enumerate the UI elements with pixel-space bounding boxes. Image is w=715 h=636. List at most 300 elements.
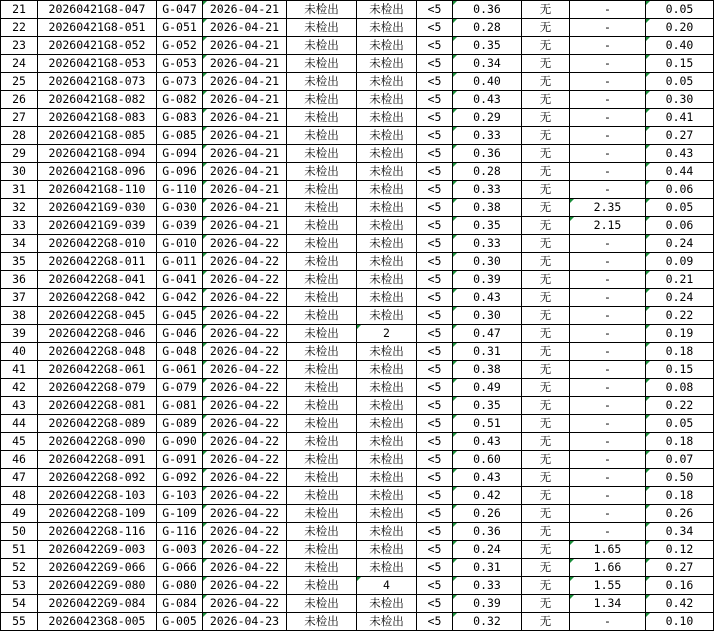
- sample-code-cell[interactable]: 20260422G8-041: [38, 271, 157, 289]
- date-cell[interactable]: 2026-04-22: [203, 433, 287, 451]
- row-number-cell[interactable]: 49: [1, 505, 38, 523]
- result-7-cell[interactable]: 0.21: [646, 271, 714, 289]
- sample-id-cell[interactable]: G-051: [157, 19, 203, 37]
- result-5-cell[interactable]: 无: [522, 595, 570, 613]
- result-5-cell[interactable]: 无: [522, 109, 570, 127]
- result-1-cell[interactable]: 未检出: [287, 145, 357, 163]
- result-2-cell[interactable]: 未检出: [357, 541, 417, 559]
- result-7-cell[interactable]: 0.09: [646, 253, 714, 271]
- result-6-cell[interactable]: -: [570, 37, 646, 55]
- result-4-cell[interactable]: 0.38: [453, 361, 522, 379]
- result-6-cell[interactable]: -: [570, 469, 646, 487]
- sample-id-cell[interactable]: G-083: [157, 109, 203, 127]
- result-6-cell[interactable]: -: [570, 451, 646, 469]
- sample-id-cell[interactable]: G-089: [157, 415, 203, 433]
- result-3-cell[interactable]: <5: [417, 415, 453, 433]
- result-1-cell[interactable]: 未检出: [287, 325, 357, 343]
- result-7-cell[interactable]: 0.41: [646, 109, 714, 127]
- date-cell[interactable]: 2026-04-21: [203, 19, 287, 37]
- row-number-cell[interactable]: 52: [1, 559, 38, 577]
- date-cell[interactable]: 2026-04-21: [203, 109, 287, 127]
- row-number-cell[interactable]: 35: [1, 253, 38, 271]
- result-3-cell[interactable]: <5: [417, 487, 453, 505]
- result-5-cell[interactable]: 无: [522, 577, 570, 595]
- result-5-cell[interactable]: 无: [522, 73, 570, 91]
- result-5-cell[interactable]: 无: [522, 127, 570, 145]
- result-6-cell[interactable]: -: [570, 253, 646, 271]
- result-5-cell[interactable]: 无: [522, 451, 570, 469]
- result-1-cell[interactable]: 未检出: [287, 1, 357, 19]
- result-2-cell[interactable]: 未检出: [357, 343, 417, 361]
- result-3-cell[interactable]: <5: [417, 325, 453, 343]
- result-2-cell[interactable]: 未检出: [357, 37, 417, 55]
- result-7-cell[interactable]: 0.26: [646, 505, 714, 523]
- result-5-cell[interactable]: 无: [522, 145, 570, 163]
- result-5-cell[interactable]: 无: [522, 613, 570, 631]
- sample-id-cell[interactable]: G-039: [157, 217, 203, 235]
- result-4-cell[interactable]: 0.30: [453, 307, 522, 325]
- sample-id-cell[interactable]: G-010: [157, 235, 203, 253]
- result-2-cell[interactable]: 未检出: [357, 361, 417, 379]
- row-number-cell[interactable]: 21: [1, 1, 38, 19]
- date-cell[interactable]: 2026-04-22: [203, 541, 287, 559]
- result-1-cell[interactable]: 未检出: [287, 181, 357, 199]
- result-6-cell[interactable]: -: [570, 181, 646, 199]
- date-cell[interactable]: 2026-04-23: [203, 613, 287, 631]
- result-2-cell[interactable]: 未检出: [357, 613, 417, 631]
- result-5-cell[interactable]: 无: [522, 487, 570, 505]
- result-1-cell[interactable]: 未检出: [287, 37, 357, 55]
- result-1-cell[interactable]: 未检出: [287, 433, 357, 451]
- result-6-cell[interactable]: -: [570, 109, 646, 127]
- result-7-cell[interactable]: 0.12: [646, 541, 714, 559]
- result-7-cell[interactable]: 0.42: [646, 595, 714, 613]
- sample-id-cell[interactable]: G-079: [157, 379, 203, 397]
- result-1-cell[interactable]: 未检出: [287, 343, 357, 361]
- result-5-cell[interactable]: 无: [522, 379, 570, 397]
- result-1-cell[interactable]: 未检出: [287, 487, 357, 505]
- result-3-cell[interactable]: <5: [417, 109, 453, 127]
- result-6-cell[interactable]: -: [570, 271, 646, 289]
- result-5-cell[interactable]: 无: [522, 55, 570, 73]
- date-cell[interactable]: 2026-04-22: [203, 577, 287, 595]
- result-4-cell[interactable]: 0.30: [453, 253, 522, 271]
- result-5-cell[interactable]: 无: [522, 253, 570, 271]
- result-3-cell[interactable]: <5: [417, 397, 453, 415]
- result-1-cell[interactable]: 未检出: [287, 253, 357, 271]
- result-3-cell[interactable]: <5: [417, 73, 453, 91]
- result-1-cell[interactable]: 未检出: [287, 55, 357, 73]
- result-1-cell[interactable]: 未检出: [287, 109, 357, 127]
- row-number-cell[interactable]: 22: [1, 19, 38, 37]
- result-7-cell[interactable]: 0.18: [646, 343, 714, 361]
- result-5-cell[interactable]: 无: [522, 523, 570, 541]
- row-number-cell[interactable]: 45: [1, 433, 38, 451]
- sample-code-cell[interactable]: 20260421G8-083: [38, 109, 157, 127]
- sample-id-cell[interactable]: G-092: [157, 469, 203, 487]
- result-2-cell[interactable]: 未检出: [357, 1, 417, 19]
- result-6-cell[interactable]: -: [570, 487, 646, 505]
- result-3-cell[interactable]: <5: [417, 235, 453, 253]
- date-cell[interactable]: 2026-04-22: [203, 343, 287, 361]
- row-number-cell[interactable]: 46: [1, 451, 38, 469]
- result-3-cell[interactable]: <5: [417, 253, 453, 271]
- result-6-cell[interactable]: -: [570, 163, 646, 181]
- result-7-cell[interactable]: 0.18: [646, 487, 714, 505]
- result-4-cell[interactable]: 0.35: [453, 397, 522, 415]
- result-5-cell[interactable]: 无: [522, 415, 570, 433]
- row-number-cell[interactable]: 31: [1, 181, 38, 199]
- result-2-cell[interactable]: 未检出: [357, 469, 417, 487]
- result-7-cell[interactable]: 0.30: [646, 91, 714, 109]
- result-2-cell[interactable]: 未检出: [357, 307, 417, 325]
- result-2-cell[interactable]: 未检出: [357, 415, 417, 433]
- result-2-cell[interactable]: 未检出: [357, 217, 417, 235]
- result-1-cell[interactable]: 未检出: [287, 163, 357, 181]
- date-cell[interactable]: 2026-04-21: [203, 55, 287, 73]
- date-cell[interactable]: 2026-04-22: [203, 307, 287, 325]
- result-7-cell[interactable]: 0.07: [646, 451, 714, 469]
- result-7-cell[interactable]: 0.27: [646, 559, 714, 577]
- result-6-cell[interactable]: -: [570, 73, 646, 91]
- result-7-cell[interactable]: 0.24: [646, 235, 714, 253]
- date-cell[interactable]: 2026-04-21: [203, 1, 287, 19]
- sample-code-cell[interactable]: 20260422G8-103: [38, 487, 157, 505]
- result-5-cell[interactable]: 无: [522, 325, 570, 343]
- sample-id-cell[interactable]: G-084: [157, 595, 203, 613]
- result-6-cell[interactable]: -: [570, 325, 646, 343]
- sample-id-cell[interactable]: G-061: [157, 361, 203, 379]
- result-1-cell[interactable]: 未检出: [287, 397, 357, 415]
- result-2-cell[interactable]: 未检出: [357, 145, 417, 163]
- sample-id-cell[interactable]: G-030: [157, 199, 203, 217]
- result-2-cell[interactable]: 未检出: [357, 91, 417, 109]
- result-1-cell[interactable]: 未检出: [287, 541, 357, 559]
- result-3-cell[interactable]: <5: [417, 55, 453, 73]
- date-cell[interactable]: 2026-04-22: [203, 415, 287, 433]
- sample-code-cell[interactable]: 20260422G8-042: [38, 289, 157, 307]
- result-1-cell[interactable]: 未检出: [287, 451, 357, 469]
- result-4-cell[interactable]: 0.38: [453, 199, 522, 217]
- sample-id-cell[interactable]: G-096: [157, 163, 203, 181]
- result-3-cell[interactable]: <5: [417, 91, 453, 109]
- result-5-cell[interactable]: 无: [522, 217, 570, 235]
- result-3-cell[interactable]: <5: [417, 1, 453, 19]
- result-3-cell[interactable]: <5: [417, 361, 453, 379]
- result-5-cell[interactable]: 无: [522, 163, 570, 181]
- sample-id-cell[interactable]: G-081: [157, 397, 203, 415]
- row-number-cell[interactable]: 32: [1, 199, 38, 217]
- result-2-cell[interactable]: 未检出: [357, 199, 417, 217]
- result-7-cell[interactable]: 0.06: [646, 217, 714, 235]
- date-cell[interactable]: 2026-04-22: [203, 379, 287, 397]
- result-7-cell[interactable]: 0.10: [646, 613, 714, 631]
- result-7-cell[interactable]: 0.05: [646, 415, 714, 433]
- result-1-cell[interactable]: 未检出: [287, 559, 357, 577]
- row-number-cell[interactable]: 51: [1, 541, 38, 559]
- result-7-cell[interactable]: 0.19: [646, 325, 714, 343]
- sample-id-cell[interactable]: G-046: [157, 325, 203, 343]
- result-7-cell[interactable]: 0.05: [646, 73, 714, 91]
- result-3-cell[interactable]: <5: [417, 199, 453, 217]
- result-1-cell[interactable]: 未检出: [287, 73, 357, 91]
- result-7-cell[interactable]: 0.16: [646, 577, 714, 595]
- result-7-cell[interactable]: 0.08: [646, 379, 714, 397]
- row-number-cell[interactable]: 26: [1, 91, 38, 109]
- row-number-cell[interactable]: 43: [1, 397, 38, 415]
- sample-id-cell[interactable]: G-052: [157, 37, 203, 55]
- row-number-cell[interactable]: 37: [1, 289, 38, 307]
- result-6-cell[interactable]: 1.65: [570, 541, 646, 559]
- result-5-cell[interactable]: 无: [522, 433, 570, 451]
- date-cell[interactable]: 2026-04-21: [203, 37, 287, 55]
- sample-code-cell[interactable]: 20260421G8-096: [38, 163, 157, 181]
- sample-id-cell[interactable]: G-066: [157, 559, 203, 577]
- result-2-cell[interactable]: 未检出: [357, 109, 417, 127]
- sample-id-cell[interactable]: G-053: [157, 55, 203, 73]
- row-number-cell[interactable]: 28: [1, 127, 38, 145]
- result-6-cell[interactable]: -: [570, 307, 646, 325]
- result-1-cell[interactable]: 未检出: [287, 577, 357, 595]
- sample-code-cell[interactable]: 20260421G8-094: [38, 145, 157, 163]
- result-4-cell[interactable]: 0.35: [453, 37, 522, 55]
- result-7-cell[interactable]: 0.05: [646, 1, 714, 19]
- sample-code-cell[interactable]: 20260422G8-089: [38, 415, 157, 433]
- result-5-cell[interactable]: 无: [522, 91, 570, 109]
- result-2-cell[interactable]: 未检出: [357, 559, 417, 577]
- sample-code-cell[interactable]: 20260421G8-110: [38, 181, 157, 199]
- sample-id-cell[interactable]: G-080: [157, 577, 203, 595]
- result-3-cell[interactable]: <5: [417, 343, 453, 361]
- result-4-cell[interactable]: 0.43: [453, 469, 522, 487]
- result-4-cell[interactable]: 0.35: [453, 217, 522, 235]
- result-3-cell[interactable]: <5: [417, 469, 453, 487]
- date-cell[interactable]: 2026-04-22: [203, 397, 287, 415]
- result-1-cell[interactable]: 未检出: [287, 217, 357, 235]
- result-2-cell[interactable]: 未检出: [357, 181, 417, 199]
- sample-code-cell[interactable]: 20260422G8-045: [38, 307, 157, 325]
- date-cell[interactable]: 2026-04-22: [203, 469, 287, 487]
- result-2-cell[interactable]: 未检出: [357, 523, 417, 541]
- date-cell[interactable]: 2026-04-22: [203, 289, 287, 307]
- result-6-cell[interactable]: 1.34: [570, 595, 646, 613]
- result-4-cell[interactable]: 0.43: [453, 433, 522, 451]
- sample-code-cell[interactable]: 20260422G8-010: [38, 235, 157, 253]
- row-number-cell[interactable]: 54: [1, 595, 38, 613]
- sample-id-cell[interactable]: G-041: [157, 271, 203, 289]
- sample-code-cell[interactable]: 20260421G9-030: [38, 199, 157, 217]
- row-number-cell[interactable]: 24: [1, 55, 38, 73]
- result-2-cell[interactable]: 未检出: [357, 451, 417, 469]
- result-2-cell[interactable]: 未检出: [357, 433, 417, 451]
- result-6-cell[interactable]: 1.66: [570, 559, 646, 577]
- result-4-cell[interactable]: 0.28: [453, 163, 522, 181]
- row-number-cell[interactable]: 29: [1, 145, 38, 163]
- sample-code-cell[interactable]: 20260421G8-052: [38, 37, 157, 55]
- result-1-cell[interactable]: 未检出: [287, 199, 357, 217]
- result-5-cell[interactable]: 无: [522, 343, 570, 361]
- sample-code-cell[interactable]: 20260421G8-053: [38, 55, 157, 73]
- result-3-cell[interactable]: <5: [417, 505, 453, 523]
- date-cell[interactable]: 2026-04-22: [203, 361, 287, 379]
- result-4-cell[interactable]: 0.29: [453, 109, 522, 127]
- result-2-cell[interactable]: 未检出: [357, 235, 417, 253]
- sample-id-cell[interactable]: G-109: [157, 505, 203, 523]
- result-5-cell[interactable]: 无: [522, 505, 570, 523]
- result-7-cell[interactable]: 0.44: [646, 163, 714, 181]
- row-number-cell[interactable]: 42: [1, 379, 38, 397]
- sample-code-cell[interactable]: 20260421G8-082: [38, 91, 157, 109]
- result-3-cell[interactable]: <5: [417, 433, 453, 451]
- result-1-cell[interactable]: 未检出: [287, 91, 357, 109]
- sample-code-cell[interactable]: 20260422G9-080: [38, 577, 157, 595]
- row-number-cell[interactable]: 55: [1, 613, 38, 631]
- result-2-cell[interactable]: 未检出: [357, 73, 417, 91]
- result-4-cell[interactable]: 0.28: [453, 19, 522, 37]
- date-cell[interactable]: 2026-04-22: [203, 559, 287, 577]
- result-3-cell[interactable]: <5: [417, 163, 453, 181]
- result-6-cell[interactable]: -: [570, 289, 646, 307]
- result-1-cell[interactable]: 未检出: [287, 271, 357, 289]
- sample-id-cell[interactable]: G-005: [157, 613, 203, 631]
- result-7-cell[interactable]: 0.18: [646, 433, 714, 451]
- sample-id-cell[interactable]: G-116: [157, 523, 203, 541]
- result-3-cell[interactable]: <5: [417, 181, 453, 199]
- result-4-cell[interactable]: 0.26: [453, 505, 522, 523]
- result-6-cell[interactable]: 1.55: [570, 577, 646, 595]
- date-cell[interactable]: 2026-04-21: [203, 127, 287, 145]
- result-3-cell[interactable]: <5: [417, 307, 453, 325]
- date-cell[interactable]: 2026-04-21: [203, 91, 287, 109]
- row-number-cell[interactable]: 38: [1, 307, 38, 325]
- row-number-cell[interactable]: 36: [1, 271, 38, 289]
- row-number-cell[interactable]: 48: [1, 487, 38, 505]
- result-2-cell[interactable]: 未检出: [357, 19, 417, 37]
- sample-id-cell[interactable]: G-091: [157, 451, 203, 469]
- result-6-cell[interactable]: -: [570, 145, 646, 163]
- result-5-cell[interactable]: 无: [522, 397, 570, 415]
- result-1-cell[interactable]: 未检出: [287, 361, 357, 379]
- sample-code-cell[interactable]: 20260421G9-039: [38, 217, 157, 235]
- result-1-cell[interactable]: 未检出: [287, 19, 357, 37]
- result-2-cell[interactable]: 未检出: [357, 379, 417, 397]
- sample-code-cell[interactable]: 20260421G8-047: [38, 1, 157, 19]
- result-6-cell[interactable]: -: [570, 19, 646, 37]
- result-4-cell[interactable]: 0.51: [453, 415, 522, 433]
- sample-id-cell[interactable]: G-110: [157, 181, 203, 199]
- result-7-cell[interactable]: 0.40: [646, 37, 714, 55]
- result-6-cell[interactable]: -: [570, 361, 646, 379]
- result-4-cell[interactable]: 0.34: [453, 55, 522, 73]
- result-2-cell[interactable]: 未检出: [357, 487, 417, 505]
- result-6-cell[interactable]: -: [570, 343, 646, 361]
- sample-code-cell[interactable]: 20260422G9-084: [38, 595, 157, 613]
- result-2-cell[interactable]: 未检出: [357, 253, 417, 271]
- row-number-cell[interactable]: 25: [1, 73, 38, 91]
- result-7-cell[interactable]: 0.20: [646, 19, 714, 37]
- result-2-cell[interactable]: 未检出: [357, 55, 417, 73]
- date-cell[interactable]: 2026-04-21: [203, 73, 287, 91]
- result-3-cell[interactable]: <5: [417, 613, 453, 631]
- row-number-cell[interactable]: 23: [1, 37, 38, 55]
- sample-id-cell[interactable]: G-103: [157, 487, 203, 505]
- result-2-cell[interactable]: 未检出: [357, 505, 417, 523]
- result-6-cell[interactable]: -: [570, 415, 646, 433]
- result-2-cell[interactable]: 未检出: [357, 163, 417, 181]
- sample-code-cell[interactable]: 20260422G9-066: [38, 559, 157, 577]
- result-5-cell[interactable]: 无: [522, 541, 570, 559]
- date-cell[interactable]: 2026-04-22: [203, 595, 287, 613]
- result-1-cell[interactable]: 未检出: [287, 595, 357, 613]
- result-6-cell[interactable]: -: [570, 433, 646, 451]
- date-cell[interactable]: 2026-04-22: [203, 451, 287, 469]
- date-cell[interactable]: 2026-04-21: [203, 217, 287, 235]
- result-7-cell[interactable]: 0.27: [646, 127, 714, 145]
- row-number-cell[interactable]: 50: [1, 523, 38, 541]
- sample-id-cell[interactable]: G-003: [157, 541, 203, 559]
- result-3-cell[interactable]: <5: [417, 379, 453, 397]
- sample-id-cell[interactable]: G-085: [157, 127, 203, 145]
- result-2-cell[interactable]: 未检出: [357, 271, 417, 289]
- result-1-cell[interactable]: 未检出: [287, 235, 357, 253]
- sample-code-cell[interactable]: 20260422G8-092: [38, 469, 157, 487]
- date-cell[interactable]: 2026-04-22: [203, 325, 287, 343]
- sample-code-cell[interactable]: 20260421G8-085: [38, 127, 157, 145]
- result-1-cell[interactable]: 未检出: [287, 505, 357, 523]
- result-2-cell[interactable]: 未检出: [357, 289, 417, 307]
- sample-id-cell[interactable]: G-082: [157, 91, 203, 109]
- result-1-cell[interactable]: 未检出: [287, 523, 357, 541]
- result-4-cell[interactable]: 0.36: [453, 523, 522, 541]
- result-1-cell[interactable]: 未检出: [287, 415, 357, 433]
- result-6-cell[interactable]: -: [570, 235, 646, 253]
- result-2-cell[interactable]: 未检出: [357, 595, 417, 613]
- result-5-cell[interactable]: 无: [522, 37, 570, 55]
- result-3-cell[interactable]: <5: [417, 559, 453, 577]
- result-2-cell[interactable]: 未检出: [357, 127, 417, 145]
- date-cell[interactable]: 2026-04-21: [203, 145, 287, 163]
- result-5-cell[interactable]: 无: [522, 469, 570, 487]
- result-4-cell[interactable]: 0.36: [453, 145, 522, 163]
- row-number-cell[interactable]: 33: [1, 217, 38, 235]
- result-3-cell[interactable]: <5: [417, 523, 453, 541]
- result-4-cell[interactable]: 0.33: [453, 235, 522, 253]
- result-3-cell[interactable]: <5: [417, 541, 453, 559]
- result-4-cell[interactable]: 0.33: [453, 127, 522, 145]
- result-4-cell[interactable]: 0.33: [453, 181, 522, 199]
- date-cell[interactable]: 2026-04-22: [203, 505, 287, 523]
- result-5-cell[interactable]: 无: [522, 19, 570, 37]
- sample-id-cell[interactable]: G-042: [157, 289, 203, 307]
- result-6-cell[interactable]: -: [570, 613, 646, 631]
- result-7-cell[interactable]: 0.22: [646, 307, 714, 325]
- sample-code-cell[interactable]: 20260422G8-061: [38, 361, 157, 379]
- result-3-cell[interactable]: <5: [417, 217, 453, 235]
- row-number-cell[interactable]: 34: [1, 235, 38, 253]
- result-2-cell[interactable]: 4: [357, 577, 417, 595]
- result-4-cell[interactable]: 0.47: [453, 325, 522, 343]
- result-3-cell[interactable]: <5: [417, 145, 453, 163]
- result-7-cell[interactable]: 0.50: [646, 469, 714, 487]
- result-1-cell[interactable]: 未检出: [287, 127, 357, 145]
- row-number-cell[interactable]: 27: [1, 109, 38, 127]
- sample-id-cell[interactable]: G-073: [157, 73, 203, 91]
- sample-code-cell[interactable]: 20260421G8-073: [38, 73, 157, 91]
- result-6-cell[interactable]: -: [570, 379, 646, 397]
- result-4-cell[interactable]: 0.36: [453, 1, 522, 19]
- date-cell[interactable]: 2026-04-21: [203, 181, 287, 199]
- result-6-cell[interactable]: 2.35: [570, 199, 646, 217]
